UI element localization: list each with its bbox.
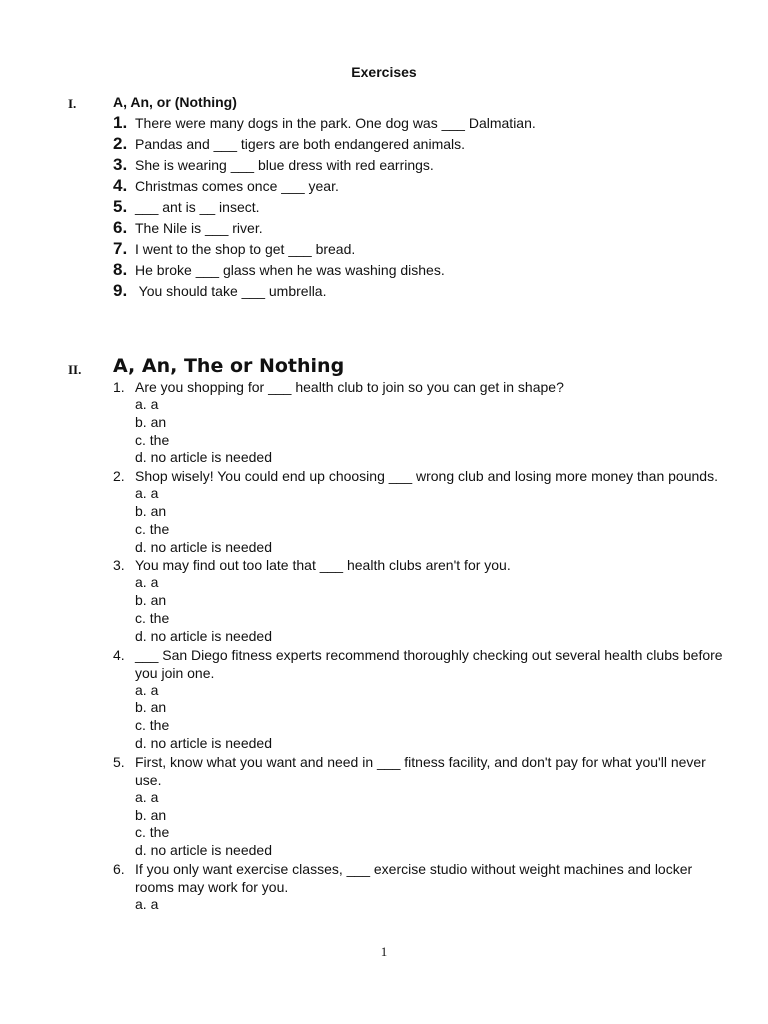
question-item: 1. Are you shopping for ___ health club to join so you can get in shape? a. a b. an c. the d. no article is needed xyxy=(113,378,733,467)
answer-option: c. the xyxy=(135,520,170,537)
answer-option: c. the xyxy=(135,431,170,448)
answer-option: c. the xyxy=(135,609,170,626)
answer-option: b. an xyxy=(135,502,167,519)
question-item: 4. ___ San Diego fitness experts recommend thoroughly checking out several health clubs before you join one. a. a b. an c. the d. no article is needed xyxy=(113,646,733,753)
answer-option: d. no article is needed xyxy=(135,538,272,555)
question-item: 6. If you only want exercise classes, ___ exercise studio without weight machines and locker rooms may work for you. a. a xyxy=(113,860,733,914)
question-item: 3. You may find out too late that ___ health clubs aren't for you. a. a b. an c. the d. no article is needed xyxy=(113,556,733,645)
answer-option: a. a xyxy=(135,895,159,912)
answer-option: a. a xyxy=(135,574,159,591)
section-1-heading: A, An, or (Nothing) xyxy=(113,94,237,110)
answer-option: c. the xyxy=(135,717,170,734)
page-number: 1 xyxy=(380,944,388,959)
page-title: Exercises xyxy=(351,64,417,80)
answer-option: d. no article is needed xyxy=(135,449,272,466)
answer-option: a. a xyxy=(135,485,159,502)
answer-option: a. a xyxy=(135,681,159,698)
list-item: 5. ___ ant is __ insect. xyxy=(113,197,260,216)
question-item: 5. First, know what you want and need in ___ fitness facility, and don't pay for what you'll never use. a. a b. an c. the d. no article is needed xyxy=(113,753,733,860)
list-item: 9. You should take ___ umbrella. xyxy=(113,281,327,300)
section-2-numeral: II. xyxy=(68,362,82,377)
answer-option: b. an xyxy=(135,699,167,716)
section-1-list xyxy=(113,112,536,301)
answer-option: a. a xyxy=(135,788,159,805)
answer-option: a. a xyxy=(135,396,159,412)
question-item: 2. Shop wisely! You could end up choosing ___ wrong club and losing more money than pounds. a. a b. an c. the d. no article is needed xyxy=(113,467,733,556)
answer-option: d. no article is needed xyxy=(135,627,272,644)
answer-option: b. an xyxy=(135,806,167,823)
list-item: 3. She is wearing ___ blue dress with red earrings. xyxy=(113,155,434,174)
list-item: 4. Christmas comes once ___ year. xyxy=(113,176,339,195)
section-2-heading: A, An, The or Nothing xyxy=(113,355,345,377)
list-item: 1. There were many dogs in the park. One dog was ___ Dalmatian. xyxy=(113,113,536,132)
list-item: 2. Pandas and ___ tigers are both endangered animals. xyxy=(113,134,466,153)
answer-option: d. no article is needed xyxy=(135,842,272,859)
answer-option: b. an xyxy=(135,413,167,430)
list-item: 7. I went to the shop to get ___ bread. xyxy=(113,239,356,258)
answer-option: c. the xyxy=(135,824,170,841)
section-1-numeral: I. xyxy=(68,96,77,111)
list-item: 8. He broke ___ glass when he was washing dishes. xyxy=(113,260,445,279)
section-2-list xyxy=(113,378,733,914)
list-item: 6. The Nile is ___ river. xyxy=(113,218,263,237)
answer-option: b. an xyxy=(135,592,167,609)
answer-option: d. no article is needed xyxy=(135,734,272,751)
